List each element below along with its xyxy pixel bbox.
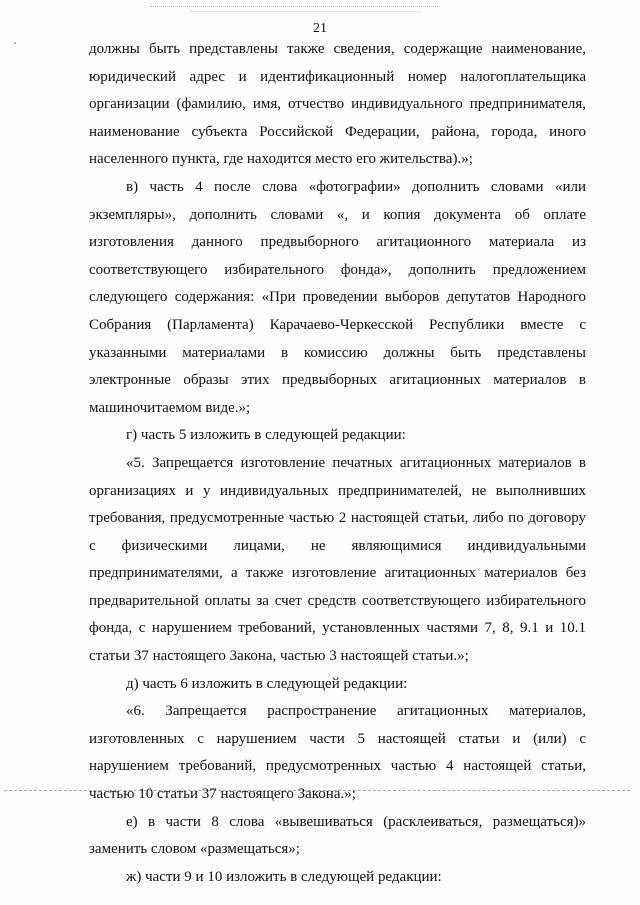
paragraph-item-v: в) часть 4 после слова «фотографии» дополнить словами «или экземпляры», дополнить словами «, и копия документа об оплате изготовления данного предвыборного агитационного материала из соответствующего избирательного фонда», дополнить предложением следующего содержания: «При проведении выборов депутатов Народного Собрания (Парламента) Карачаево-Черкесской Республики вместе с указанными материалами в комиссию должны быть представлены электронные образы этих предвыборных агитационных материалов в машиночитаемом виде.»;	[89, 178, 586, 416]
page-number: 21	[313, 21, 327, 36]
scan-artifact-dot	[14, 42, 16, 44]
document-body	[89, 36, 586, 891]
paragraph-item-zh: ж) части 9 и 10 изложить в следующей редакции:	[126, 868, 442, 885]
paragraph-part-6-text: «6. Запрещается распространение агитационных материалов, изготовленных с нарушением части 5 настоящей статьи и (или) с нарушением требований, предусмотренных частью 4 настоящей статьи, частью 10 статьи 37 настоящего Закона.»;	[89, 703, 586, 803]
paragraph-continuation: должны быть представлены также сведения, содержащие наименование, юридический адрес и идентификационный номер налогоплательщика организации (фамилию, имя, отчество индивидуального предпринимателя, наименование субъекта Российской Федерации, района, города, иного населенного пункта, где находится место его жительства).»;	[89, 41, 586, 168]
paragraph-item-g: г) часть 5 изложить в следующей редакции:	[126, 427, 406, 444]
paragraph-item-d: д) часть 6 изложить в следующей редакции:	[126, 675, 408, 692]
paragraph-part-5-text: «5. Запрещается изготовление печатных агитационных материалов в организациях и у индивидуальных предпринимателей, не выполнивших требования, предусмотренные частью 2 настоящей статьи, либо по договору с физическими лицами, не являющимися индивидуальными предпринимателями, а также изготовление агитационных материалов без предварительной оплаты за счет средств соответствующего избирательного фонда, с нарушением требований, установленных частями 7, 8, 9.1 и 10.1 статьи 37 настоящего Закона, частью 3 настоящей статьи.»;	[89, 454, 586, 665]
scan-artifact-top-secondary	[190, 11, 420, 13]
scan-artifact-top	[150, 6, 440, 8]
paragraph-item-e: е) в части 8 слова «вывешиваться (расклеиваться, размещаться)» заменить словом «размещаться»;	[89, 813, 586, 858]
